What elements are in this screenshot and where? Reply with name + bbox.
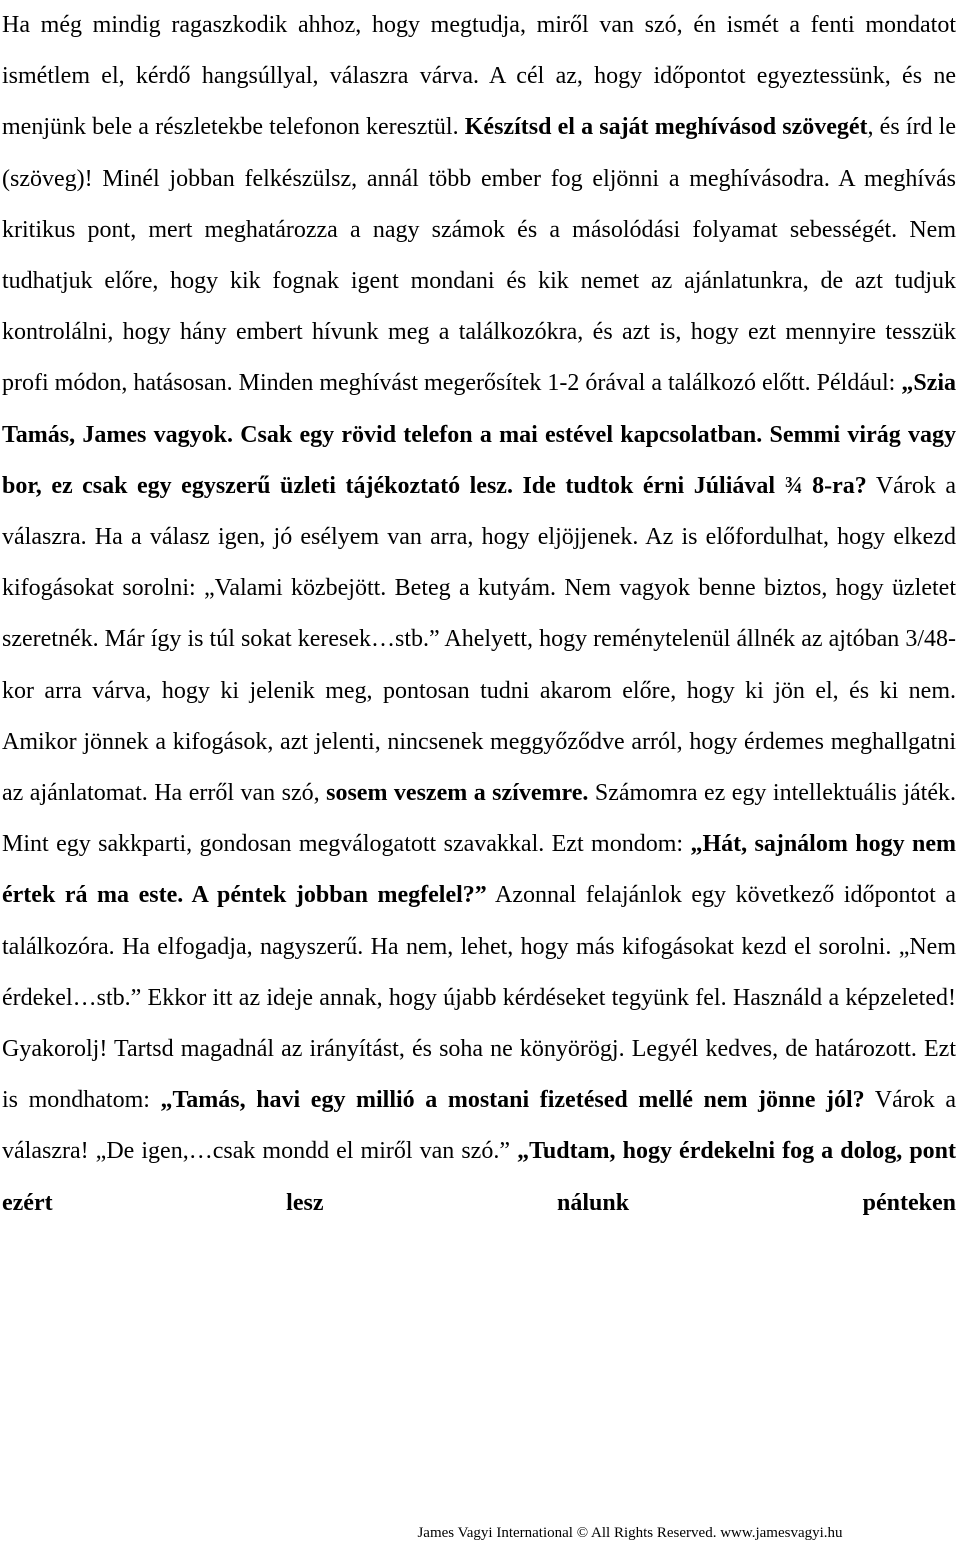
text-segment: Várok a válaszra. Ha a válasz igen, jó esélyem van arra, hogy eljöjjenek. Az is előfordulhat, hogy elkezd kifogásokat sorolni: „Valami közbejött. Beteg a kutyám. Nem vagyok benne biztos, hogy üzletet szeretnék. Már így is túl sokat keresek…stb.” Ahelyett, hogy reménytelenül állnék az ajtóban 3/48-kor arra várva, hogy ki jelenik meg, pontosan tudni akarom előre, hogy ki jön el, és ki nem. Amikor jönnek a kifogások, azt jelenti, nincsenek meggyőződve arról, hogy érdemes meghallgatni az ajánlatomat. Ha erről van szó, [2,472,956,807]
text-segment: Számomra ez egy intellektuális játék. Mint egy sakkparti, gondosan megválogatott szavakkal. Ezt mondom: [2,780,956,858]
text-segment: , és írd le (szöveg)! Minél jobban felkészülsz, annál több ember fog eljönni a meghívásodra. A meghívás kritikus pont, mert meghatározza a nagy számok és a másolódási folyamat sebességét. Nem tudhatjuk előre, hogy kik fognak igent mondani és kik nemet az ajánlatunkra, de azt tudjuk kontrolálni, hogy hány embert hívunk meg a találkozókra, és azt is, hogy ezt mennyire tesszük profi módon, hatásosan. Minden meghívást megerősítek 1-2 órával a találkozó előtt. Például: [2,114,956,397]
bold-text-segment: „Hát, sajnálom hogy nem értek rá ma este. A péntek jobban megfelel?” [2,831,956,909]
bold-text-segment: sosem veszem a szívemre. [326,780,589,807]
page-footer: James Vagyi International © All Rights Reserved. www.jamesvagyi.hu [417,1525,843,1541]
text-segment: Ha még mindig ragaszkodik ahhoz, hogy megtudja, miről van szó, én ismét a fenti mondatot ismétlem el, kérdő hangsúllyal, válaszra várva. A cél az, hogy időpontot egyeztessünk, és ne menjünk bele a részletekbe telefonon keresztül. [2,12,956,141]
text-segment: Várok a válaszra! „De igen,…csak mondd el miről van szó.” [2,1087,956,1165]
text-segment: Azonnal felajánlok egy következő időpontot a találkozóra. Ha elfogadja, nagyszerű. Ha nem, lehet, hogy más kifogásokat kezd el sorolni. „Nem érdekel…stb.” Ekkor itt az ideje annak, hogy újabb kérdéseket tegyünk fel. Használd a képzeleted! Gyakorolj! Tartsd magadnál az irányítást, és soha ne könyörögj. Legyél kedves, de határozott. Ezt is mondhatom: [2,882,956,1114]
bold-text-segment: „Tamás, havi egy millió a mostani fizetésed mellé nem jönne jól? [160,1087,865,1114]
bold-text-segment: „Tudtam, hogy érdekelni fog a dolog, pont ezért lesz nálunk pénteken [2,1138,957,1216]
bold-text-segment: Készítsd el a saját meghívásod szövegét [464,114,868,141]
bold-text-segment: „Szia Tamás, James vagyok. Csak egy rövid telefon a mai estével kapcsolatban. Semmi virág vagy bor, ez csak egy egyszerű üzleti tájékoztató lesz. Ide tudtok érni Júliával ¾ 8-ra? [2,370,956,499]
body-paragraph [2,0,956,1229]
